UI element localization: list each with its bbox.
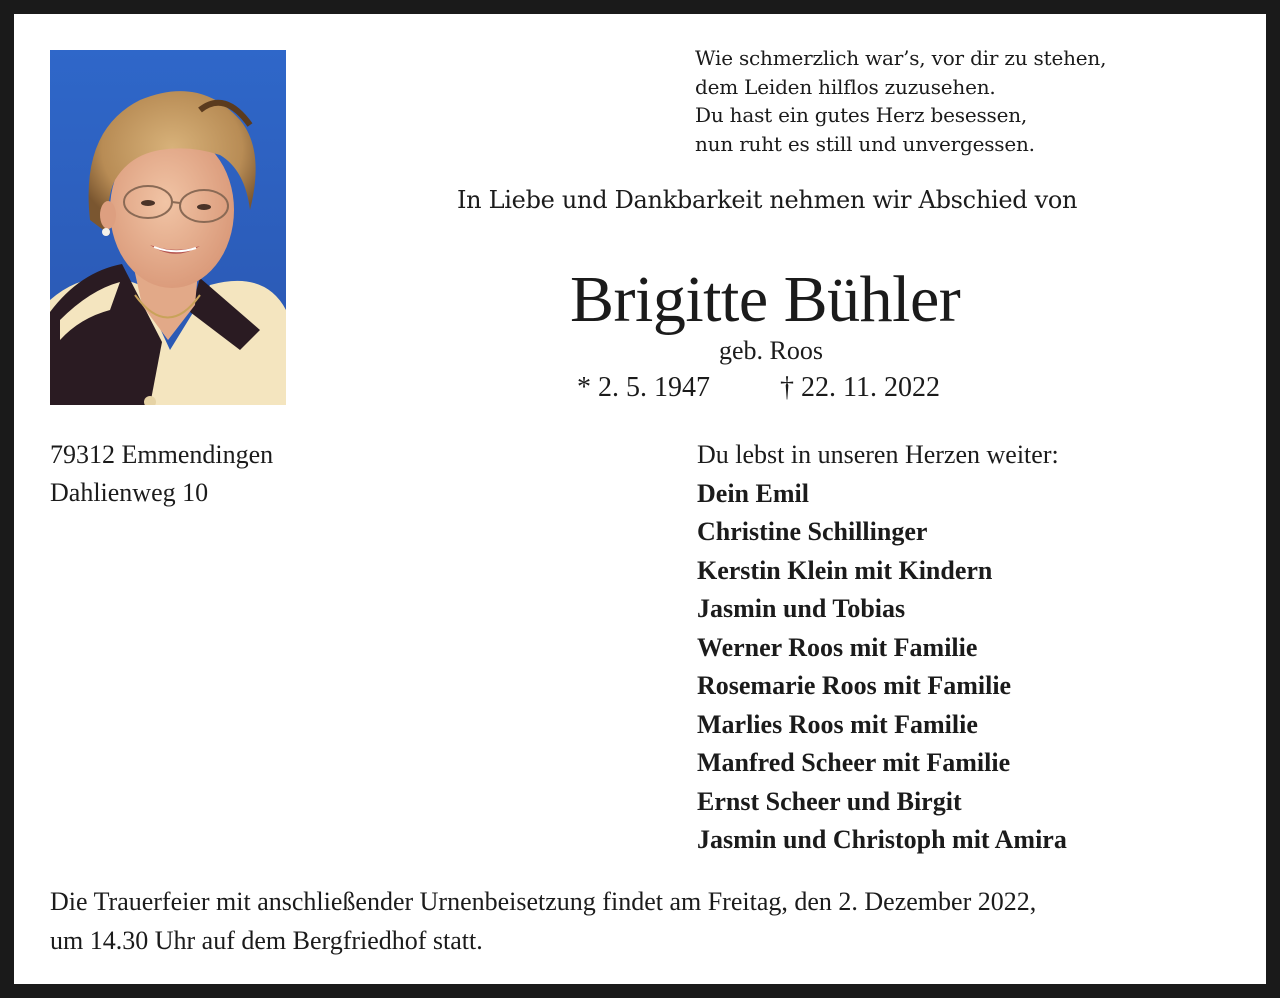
list-item: Jasmin und Christoph mit Amira <box>697 825 1067 854</box>
life-dates <box>577 372 940 404</box>
birth-date: * 2. 5. 1947 <box>577 372 710 403</box>
poem-line: dem Leiden hilflos zuzusehen. <box>695 74 996 99</box>
list-item: Jasmin und Tobias <box>697 594 906 623</box>
funeral-line: Die Trauerfeier mit anschließender Urnenbeisetzung findet am Freitag, den 2. Dezember 2022, <box>50 887 1037 916</box>
list-item: Marlies Roos mit Familie <box>697 709 978 739</box>
portrait-photo <box>50 50 286 405</box>
mourners-lead: Du lebst in unseren Herzen weiter: <box>697 440 1059 469</box>
address <box>50 436 273 512</box>
list-item: Rosemarie Roos mit Familie <box>697 671 1012 700</box>
list-item: Ernst Scheer und Birgit <box>697 786 962 816</box>
mourners-list <box>697 436 1067 860</box>
portrait-illustration <box>50 50 286 405</box>
obituary-card <box>14 14 1266 984</box>
poem-line: Wie schmerzlich war’s, vor dir zu stehen, <box>695 46 1107 70</box>
address-street: Dahlienweg 10 <box>50 478 209 507</box>
poem-line: Du hast ein gutes Herz besessen, <box>695 103 1028 127</box>
intro-text: In Liebe und Dankbarkeit nehmen wir Abschied von <box>457 186 1078 214</box>
maiden-name: geb. Roos <box>719 336 823 365</box>
deceased-name: Brigitte Bühler <box>570 263 961 336</box>
list-item: Kerstin Klein mit Kindern <box>697 555 993 585</box>
poem <box>695 44 1235 158</box>
death-date: † 22. 11. 2022 <box>780 372 940 403</box>
list-item: Christine Schillinger <box>697 517 928 546</box>
address-city: 79312 Emmendingen <box>50 440 274 469</box>
list-item: Manfred Scheer mit Familie <box>697 748 1011 777</box>
poem-line: nun ruht es still und unvergessen. <box>695 131 1035 156</box>
list-item: Dein Emil <box>697 478 809 508</box>
funeral-info <box>50 882 1240 960</box>
funeral-line: um 14.30 Uhr auf dem Bergfriedhof statt. <box>50 926 483 955</box>
list-item: Werner Roos mit Familie <box>697 632 978 662</box>
